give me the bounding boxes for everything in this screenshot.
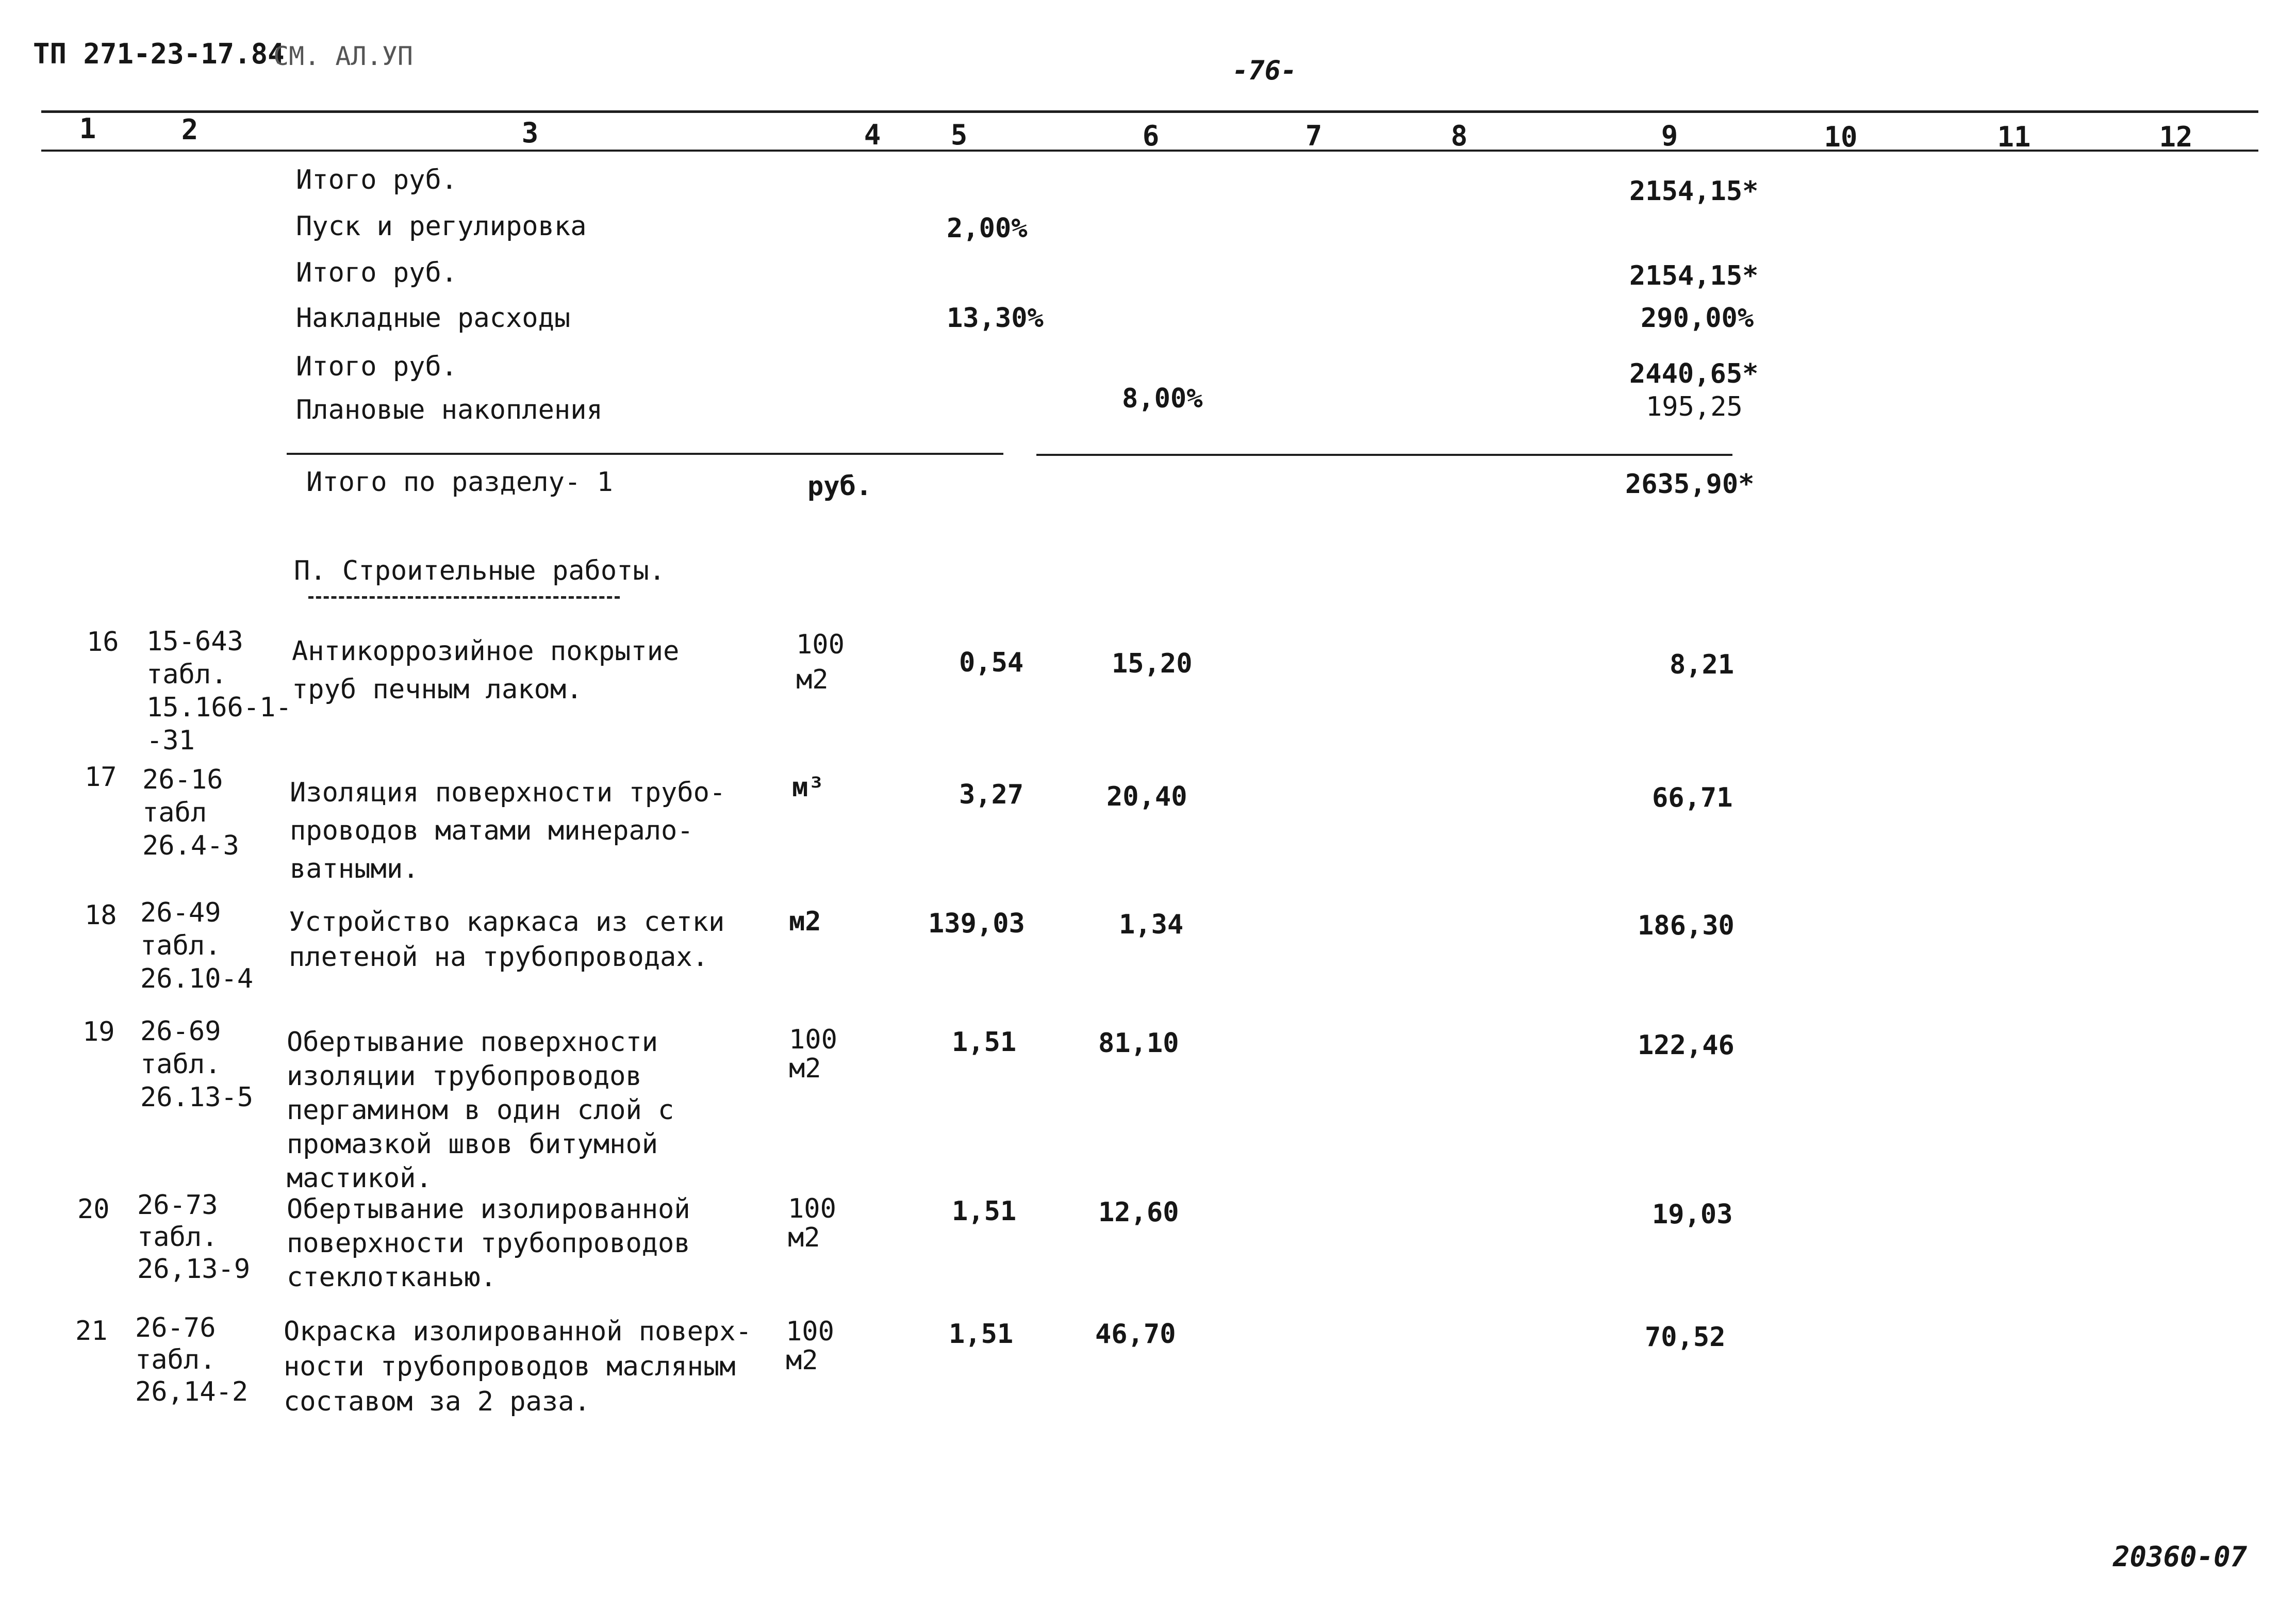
- work-description: Обертывание поверхности изоляции трубопроводов пергамином в один слой с промазкой швов битумной мастикой.: [287, 1027, 674, 1194]
- unit-price: 15,20: [1112, 648, 1193, 679]
- summary-total-label-3: Итого руб.: [296, 351, 458, 382]
- quantity: 1,51: [952, 1196, 1017, 1227]
- column-number-7: 7: [1305, 120, 1323, 152]
- section-separator-left: [287, 453, 1003, 455]
- row-number: 20: [77, 1194, 110, 1225]
- summary-total-value-3: 2440,65*: [1629, 358, 1759, 389]
- planned-savings-label: Плановые накопления: [296, 395, 603, 425]
- column-number-12: 12: [2159, 121, 2193, 153]
- section-1-total-value: 2635,90*: [1625, 469, 1755, 500]
- rate-code: 26-49 табл. 26.10-4: [140, 897, 254, 994]
- row-number: 19: [82, 1016, 115, 1047]
- summary-total-value-2: 2154,15*: [1629, 260, 1759, 291]
- column-number-6: 6: [1142, 120, 1160, 152]
- total-cost: 19,03: [1652, 1199, 1733, 1230]
- summary-total-label-1: Итого руб.: [296, 165, 458, 195]
- unit-of-measure: 100 м2: [796, 629, 845, 695]
- overhead-costs-percent: 13,30%: [947, 303, 1044, 334]
- startup-adjustment-percent: 2,00%: [947, 213, 1028, 244]
- row-number: 16: [87, 627, 119, 658]
- work-description: Обертывание изолированной поверхности трубопроводов стеклотканью.: [287, 1194, 690, 1293]
- column-number-10: 10: [1824, 121, 1858, 153]
- column-number-8: 8: [1450, 120, 1468, 152]
- unit-price: 12,60: [1098, 1197, 1179, 1228]
- summary-total-label-2: Итого руб.: [296, 257, 458, 288]
- startup-adjustment-label: Пуск и регулировка: [296, 211, 587, 242]
- unit-of-measure: 100 м2: [788, 1193, 836, 1253]
- page-number: -76-: [1232, 55, 1297, 86]
- archive-stamp: 20360-07: [2113, 1540, 2248, 1573]
- rate-code: 26-16 табл 26.4-3: [142, 764, 239, 861]
- column-number-2: 2: [181, 113, 199, 146]
- rate-code: 26-69 табл. 26.13-5: [140, 1016, 254, 1113]
- document-reference: СМ. АЛ.УП: [273, 41, 413, 71]
- quantity: 3,27: [959, 779, 1024, 810]
- column-number-4: 4: [864, 119, 881, 151]
- work-description: Антикоррозийное покрытие труб печным лаком.: [292, 636, 680, 705]
- quantity: 0,54: [959, 647, 1024, 678]
- section-1-total-unit: руб.: [807, 471, 872, 502]
- column-number-5: 5: [950, 119, 968, 151]
- overhead-costs-value: 290,00%: [1641, 303, 1754, 334]
- rate-code: 26-73 табл. 26,13-9: [137, 1190, 251, 1285]
- row-number: 17: [85, 762, 117, 793]
- column-number-1: 1: [79, 112, 96, 145]
- total-cost: 186,30: [1638, 910, 1735, 941]
- rate-code: 26-76 табл. 26,14-2: [135, 1312, 249, 1407]
- section-2-title-underline: [308, 596, 620, 599]
- header-top-rule: [41, 110, 2258, 113]
- unit-price: 46,70: [1095, 1319, 1176, 1350]
- section-2-title: П. Строительные работы.: [294, 555, 666, 586]
- total-cost: 122,46: [1638, 1030, 1735, 1061]
- section-separator-right: [1036, 454, 1732, 456]
- work-description: Окраска изолированной поверх- ности трубопроводов масляным составом за 2 раза.: [284, 1316, 752, 1417]
- unit-of-measure: м³: [792, 772, 824, 803]
- unit-price: 1,34: [1119, 909, 1184, 940]
- unit-of-measure: 100 м2: [789, 1024, 837, 1084]
- section-1-total-label: Итого по разделу- 1: [306, 467, 613, 498]
- quantity: 1,51: [952, 1027, 1017, 1058]
- work-description: Устройство каркаса из сетки плетеной на трубопроводах.: [289, 907, 725, 973]
- overhead-costs-label: Накладные расходы: [296, 303, 571, 334]
- work-description: Изоляция поверхности трубо- проводов матами минерало- ватными.: [290, 777, 726, 884]
- row-number: 21: [75, 1316, 108, 1347]
- unit-price: 81,10: [1098, 1028, 1179, 1059]
- column-number-3: 3: [521, 117, 539, 149]
- rate-code: 15-643 табл. 15.166-1- -31: [146, 626, 292, 756]
- unit-of-measure: м2: [789, 906, 821, 937]
- unit-of-measure: 100 м2: [786, 1316, 834, 1376]
- document-code: ТП 271-23-17.84: [33, 38, 285, 70]
- quantity: 139,03: [928, 908, 1025, 939]
- planned-savings-percent: 8,00%: [1122, 383, 1203, 414]
- column-number-11: 11: [1997, 121, 2031, 153]
- total-cost: 8,21: [1670, 649, 1735, 680]
- summary-total-value-1: 2154,15*: [1629, 176, 1759, 207]
- row-number: 18: [85, 900, 117, 931]
- quantity: 1,51: [949, 1319, 1014, 1350]
- total-cost: 66,71: [1652, 782, 1733, 813]
- column-number-9: 9: [1661, 120, 1678, 152]
- total-cost: 70,52: [1645, 1322, 1726, 1353]
- planned-savings-value: 195,25: [1646, 391, 1743, 422]
- unit-price: 20,40: [1106, 781, 1187, 812]
